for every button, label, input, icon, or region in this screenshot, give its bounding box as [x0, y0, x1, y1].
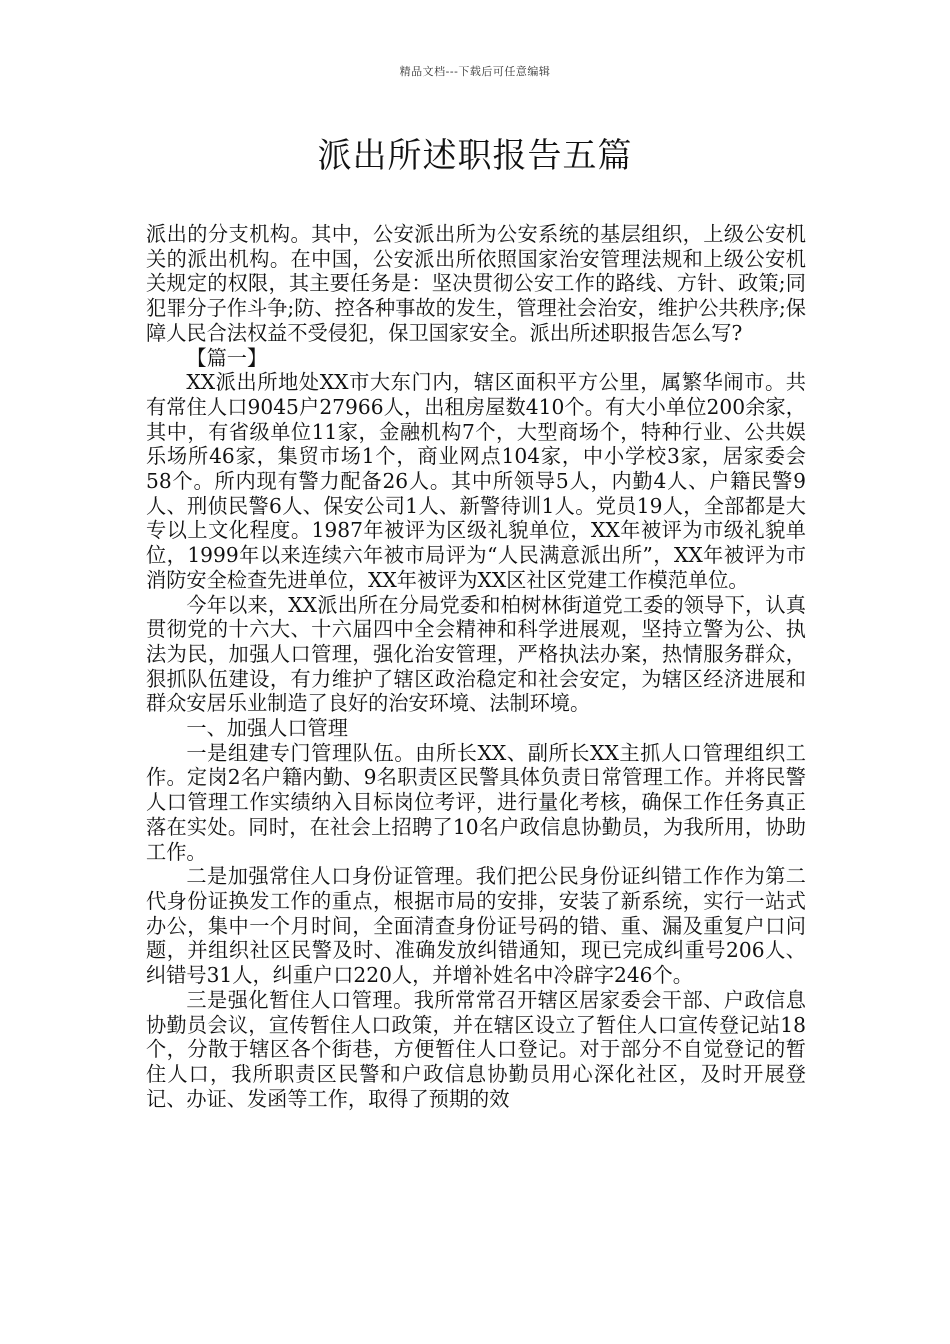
body-paragraph: 一是组建专门管理队伍。由所长XX、副所长XX主抓人口管理组织工作。定岗2名户籍内勤、9名职责区民警具体负责日常管理工作。并将民警人口管理工作实绩纳入目标岗位考评，进行量化考核，确保工作任务真正落在实处。同时，在社会上招聘了10名户政信息协勤员，为我所用，协助工作。	[146, 740, 806, 864]
body-paragraph: XX派出所地处XX市大东门内，辖区面积平方公里，属繁华闹市。共有常住人口9045户27966人，出租房屋数410个。有大小单位200余家，其中，有省级单位11家，金融机构7个，大型商场个，特种行业、公共娱乐场所46家，集贸市场1个，商业网点104家，中小学校3家，居家委会58个。所内现有警力配备26人。其中所领导5人，内勤4人、户籍民警9人、刑侦民警6人、保安公司1人、新警待训1人。党员19人，全部都是大专以上文化程度。1987年被评为区级礼貌单位，XX年被评为市级礼貌单位，1999年以来连续六年被市局评为“人民满意派出所”，XX年被评为市消防安全检查先进单位，XX年被评为XX区社区党建工作模范单位。	[146, 370, 806, 592]
body-paragraph: 派出的分支机构。其中，公安派出所为公安系统的基层组织，上级公安机关的派出机构。在中国，公安派出所依照国家治安管理法规和上级公安机关规定的权限，其主要任务是：坚决贯彻公安工作的路线、方针、政策;同犯罪分子作斗争;防、控各种事故的发生，管理社会治安，维护公共秩序;保障人民合法权益不受侵犯，保卫国家安全。派出所述职报告怎么写?	[146, 222, 806, 345]
section-heading: 一、加强人口管理	[186, 716, 348, 741]
body-paragraph: 二是加强常住人口身份证管理。我们把公民身份证纠错工作作为第二代身份证换发工作的重点，根据市局的安排，安装了新系统，实行一站式办公，集中一个月时间，全面清查身份证号码的错、重、漏及重复户口问题，并组织社区民警及时、准确发放纠错通知，现已完成纠重号206人、纠错号31人，纠重户口220人，并增补姓名中冷辟字246个。	[146, 864, 806, 988]
body-paragraph: 今年以来，XX派出所在分局党委和柏树林街道党工委的领导下，认真贯彻党的十六大、十六届四中全会精神和科学进展观，坚持立警为公、执法为民，加强人口管理，强化治安管理，严格执法办案，热情服务群众，狠抓队伍建设，有力维护了辖区政治稳定和社会安定，为辖区经济进展和群众安居乐业制造了良好的治安环境、法制环境。	[146, 592, 806, 716]
body-paragraph: 三是强化暂住人口管理。我所常常召开辖区居家委会干部、户政信息协勤员会议，宣传暂住人口政策，并在辖区设立了暂住人口宣传登记站18个，分散于辖区各个街巷，方便暂住人口登记。对于部分不自觉登记的暂住人口，我所职责区民警和户政信息协勤员用心深化社区，及时开展登记、办证、发函等工作，取得了预期的效	[146, 987, 806, 1111]
section-heading-pian-yi: 【篇一】	[186, 345, 268, 370]
document-body	[146, 222, 806, 1111]
header-note: 精品文档---下载后可任意编辑	[399, 65, 551, 78]
document-title: 派出所述职报告五篇	[317, 136, 633, 176]
